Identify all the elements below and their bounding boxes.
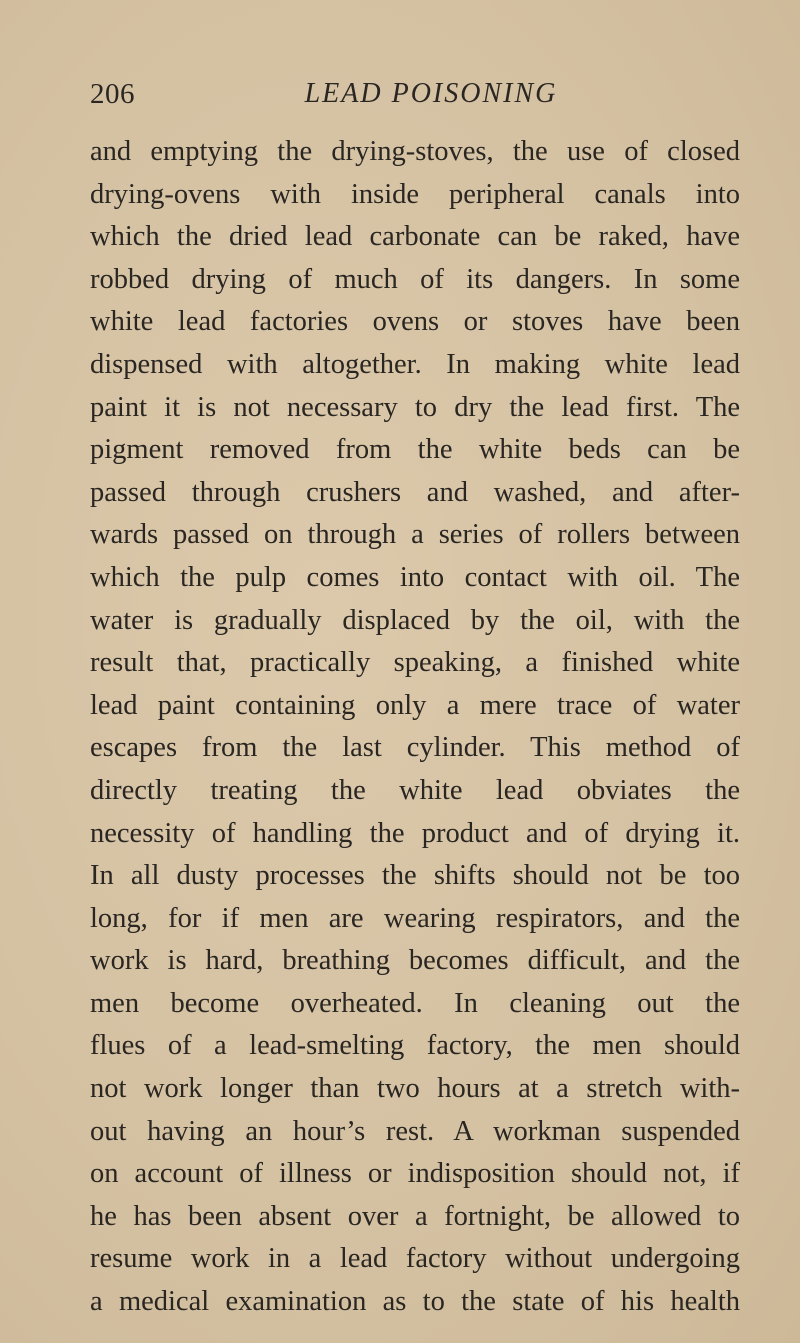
text-line: robbed drying of much of its dangers. In some [90,263,740,295]
text-line: a medical examination as to the state of his health [90,1286,740,1318]
text-line: long, for if men are wearing respirators, and the [90,902,740,934]
text-line: on account of illness or indisposition should not, if [90,1158,740,1190]
text-line: drying-ovens with inside peripheral canals into [90,178,740,210]
text-line: work is hard, breathing becomes difficult, and the [90,945,740,977]
text-line: lead paint containing only a mere trace of water [90,689,740,721]
text-line: and emptying the drying-stoves, the use of closed [90,136,740,167]
text-line: dispensed with altogether. In making white lead [90,348,740,380]
running-title: LEAD POISONING [304,78,558,109]
text-line: necessity of handling the product and of drying it. [90,817,740,849]
page-number: 206 [90,78,135,110]
text-line: pigment removed from the white beds can be [90,434,740,466]
text-line: directly treating the white lead obviates the [90,774,740,806]
text-line: escapes from the last cylinder. This method of [90,732,740,764]
text-line: wards passed on through a series of rollers between [90,519,740,551]
text-line: paint it is not necessary to dry the lead first. The [90,391,740,423]
running-head [90,74,740,114]
text-line: white lead factories ovens or stoves have been [90,306,740,338]
text-line: resume work in a lead factory without undergoing [90,1243,740,1275]
text-line: which the dried lead carbonate can be raked, have [90,221,740,253]
text-line: men become overheated. In cleaning out the [90,987,740,1019]
text-line: passed through crushers and washed, and after- [90,476,740,508]
text-line: result that, practically speaking, a finished white [90,647,740,679]
text-line: water is gradually displaced by the oil, with the [90,604,740,636]
text-line: In all dusty processes the shifts should not be too [90,860,740,892]
text-line: which the pulp comes into contact with oil. The [90,561,740,593]
text-line: not work longer than two hours at a stretch with- [90,1073,740,1105]
text-line: flues of a lead-smelting factory, the men should [90,1030,740,1062]
text-line: out having an hour’s rest. A workman suspended [90,1115,740,1147]
text-line: he has been absent over a fortnight, be allowed to [90,1200,740,1232]
body-paragraph [90,131,740,1324]
